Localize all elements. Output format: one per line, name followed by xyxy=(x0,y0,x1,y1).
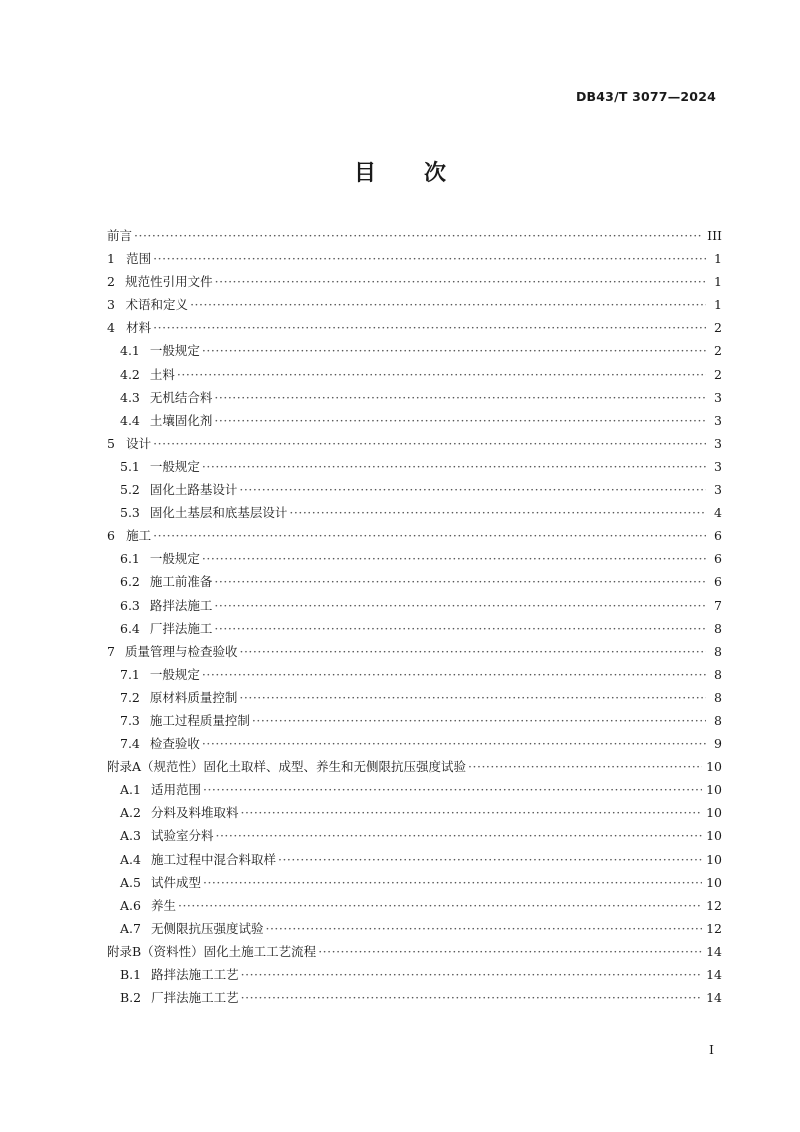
toc-entry-number: 5.1 xyxy=(120,458,140,474)
toc-entry-number: 4.1 xyxy=(120,343,140,359)
dot-leader xyxy=(214,594,706,617)
toc-entry[interactable] xyxy=(107,986,722,1009)
toc-entry-number: 7.2 xyxy=(120,689,140,705)
toc-entry[interactable] xyxy=(107,570,722,593)
toc-entry[interactable] xyxy=(107,594,722,617)
toc-entry-page: 14 xyxy=(706,967,722,982)
toc-title-char-1: 目 xyxy=(353,161,376,186)
page-number: I xyxy=(709,1042,714,1057)
toc-entry[interactable] xyxy=(107,871,722,894)
toc-entry-page: 4 xyxy=(714,505,722,521)
dot-leader xyxy=(278,848,702,871)
dot-leader xyxy=(265,917,702,940)
toc-entry-page: 8 xyxy=(714,620,722,636)
dot-leader xyxy=(190,293,706,316)
dot-leader xyxy=(241,986,702,1009)
toc-entry[interactable] xyxy=(107,270,722,293)
toc-entry-title: 术语和定义 xyxy=(125,297,189,313)
toc-entry[interactable] xyxy=(107,617,722,640)
dot-leader xyxy=(289,501,706,524)
toc-entry-page: 2 xyxy=(714,366,722,382)
toc-entry[interactable] xyxy=(107,363,722,386)
toc-entry-title: 前言 xyxy=(107,228,133,243)
toc-entry-number: 6 xyxy=(107,528,115,544)
toc-entry-page: 3 xyxy=(714,412,722,428)
toc-entry[interactable] xyxy=(107,432,722,455)
toc-entry-title: 土料 xyxy=(149,366,175,382)
toc-entry[interactable] xyxy=(107,963,722,986)
toc-entry-title: 路拌法施工工艺 xyxy=(151,967,239,982)
dot-leader xyxy=(202,547,706,570)
toc-entry-title: 检查验收 xyxy=(149,736,200,752)
toc-entry-page: 3 xyxy=(714,458,722,474)
toc-entry-page: 10 xyxy=(706,851,722,867)
dot-leader xyxy=(153,247,706,270)
toc-entry-number: 4.2 xyxy=(120,366,140,382)
toc-entry-title: 规范性引用文件 xyxy=(125,274,213,290)
toc-entry-title: 施工 xyxy=(126,528,152,544)
toc-entry[interactable] xyxy=(107,732,722,755)
toc-entry[interactable] xyxy=(107,293,722,316)
toc-entry-page: 3 xyxy=(714,435,722,451)
toc-entry-title: 一般规定 xyxy=(149,551,200,567)
toc-entry-title: 附录B（资料性）固化土施工工艺流程 xyxy=(107,943,317,959)
toc-entry-title: 一般规定 xyxy=(149,458,200,474)
toc-entry-number: 6.1 xyxy=(120,551,140,567)
toc-entry-number: 4.4 xyxy=(120,412,140,428)
toc-entry-page: 6 xyxy=(714,528,722,544)
toc-entry-page: 2 xyxy=(714,343,722,359)
dot-leader xyxy=(178,894,702,917)
dot-leader xyxy=(177,363,706,386)
toc-entry-page: 10 xyxy=(706,874,722,890)
toc-entry[interactable] xyxy=(107,848,722,871)
toc-entry-page: 14 xyxy=(706,943,722,959)
toc-entry[interactable] xyxy=(107,547,722,570)
toc-entry[interactable] xyxy=(107,917,722,940)
toc-entry-title: 厂拌法施工工艺 xyxy=(151,990,239,1006)
toc-title-char-2: 次 xyxy=(424,161,447,186)
toc-entry-page: 9 xyxy=(714,736,722,752)
toc-entry-title: 一般规定 xyxy=(149,343,200,359)
dot-leader xyxy=(202,663,706,686)
dot-leader xyxy=(203,871,702,894)
toc-entry-title: 土壤固化剂 xyxy=(149,412,213,428)
toc-entry-page: 1 xyxy=(714,251,722,267)
dot-leader xyxy=(215,824,702,847)
toc-entry-title: 施工前准备 xyxy=(149,574,213,590)
toc-entry-title: 施工过程中混合料取样 xyxy=(150,851,276,867)
toc-entry-page: 12 xyxy=(706,920,722,936)
dot-leader xyxy=(240,801,702,824)
dot-leader xyxy=(241,963,702,986)
toc-entry-page: 3 xyxy=(714,389,722,405)
toc-entry-page: 1 xyxy=(714,297,722,313)
toc-entry-title: 固化土路基设计 xyxy=(149,482,238,498)
toc-entry-number: 4.3 xyxy=(120,389,140,405)
toc-entry-page: 6 xyxy=(714,574,722,590)
toc-entry[interactable] xyxy=(107,339,722,362)
toc-entry-title: 一般规定 xyxy=(149,666,200,682)
toc-entry[interactable] xyxy=(107,524,722,547)
dot-leader xyxy=(239,640,706,663)
toc-entry[interactable] xyxy=(107,894,722,917)
standard-code: DB43/T 3077—2024 xyxy=(575,89,716,104)
dot-leader xyxy=(153,316,706,339)
toc-entry-number: 4 xyxy=(107,320,115,336)
toc-entry-title: 材料 xyxy=(126,320,152,336)
toc-entry-number: B.1 xyxy=(120,967,142,982)
toc-entry-title: 无侧限抗压强度试验 xyxy=(150,920,264,936)
toc-entry-page: 10 xyxy=(706,828,722,844)
toc-entry-number: 5.3 xyxy=(120,505,140,521)
dot-leader xyxy=(214,617,706,640)
toc-entry-title: 设计 xyxy=(126,435,152,451)
dot-leader xyxy=(239,686,706,709)
toc-entry-title: 施工过程质量控制 xyxy=(149,712,250,728)
toc-entry-page: 8 xyxy=(714,689,722,705)
toc-entry[interactable] xyxy=(107,686,722,709)
toc-entry-title: 厂拌法施工 xyxy=(149,620,213,636)
toc-entry[interactable] xyxy=(107,478,722,501)
toc-entry-page: 10 xyxy=(706,782,722,798)
toc-entry-title: 范围 xyxy=(126,251,152,267)
toc-entry[interactable] xyxy=(107,455,722,478)
toc-entry-number: B.2 xyxy=(120,990,142,1006)
toc-entry-title: 试验室分料 xyxy=(150,828,214,844)
toc-entry-number: A.7 xyxy=(120,920,141,936)
toc-entry-number: A.4 xyxy=(120,851,141,867)
toc-entry-number: 3 xyxy=(107,297,115,313)
dot-leader xyxy=(203,778,702,801)
toc-entry[interactable] xyxy=(107,824,722,847)
dot-leader xyxy=(134,224,703,247)
dot-leader xyxy=(468,755,702,778)
toc-entry-title: 无机结合料 xyxy=(149,389,213,405)
toc-entry[interactable] xyxy=(107,663,722,686)
toc-entry-number: 6.4 xyxy=(120,620,140,636)
dot-leader xyxy=(202,455,706,478)
toc-entry[interactable] xyxy=(107,778,722,801)
toc-entry-title: 路拌法施工 xyxy=(149,597,213,613)
toc-entry-number: 7.1 xyxy=(120,666,140,682)
toc-entry-page: 14 xyxy=(706,990,722,1006)
toc-entry-number: A.1 xyxy=(120,782,141,798)
toc-entry[interactable] xyxy=(107,640,722,663)
toc-entry-number: 5.2 xyxy=(120,482,140,498)
dot-leader xyxy=(202,339,706,362)
dot-leader xyxy=(214,409,706,432)
toc-entry[interactable] xyxy=(107,755,722,778)
toc-entry-page: 1 xyxy=(714,274,722,290)
toc-entry-page: 8 xyxy=(714,666,722,682)
toc-entry[interactable] xyxy=(107,801,722,824)
toc-entry-number: A.3 xyxy=(120,828,141,844)
toc-entry-page: III xyxy=(707,228,722,243)
toc-entry[interactable] xyxy=(107,386,722,409)
toc-entry[interactable] xyxy=(107,316,722,339)
toc-entry[interactable] xyxy=(107,224,722,247)
toc-entry-page: 6 xyxy=(714,551,722,567)
toc-entry-title: 养生 xyxy=(150,897,176,913)
toc-entry-page: 8 xyxy=(714,643,722,659)
toc-entry-title: 分料及料堆取料 xyxy=(150,805,239,821)
toc-entry-title: 固化土基层和底基层设计 xyxy=(149,505,288,521)
toc-entry-number: 7.4 xyxy=(120,736,140,752)
toc-entry[interactable] xyxy=(107,409,722,432)
toc-entry-number: 6.2 xyxy=(120,574,140,590)
dot-leader xyxy=(239,478,706,501)
toc-entry-page: 8 xyxy=(714,712,722,728)
dot-leader xyxy=(214,386,706,409)
table-of-contents xyxy=(107,224,722,1009)
toc-entry[interactable] xyxy=(107,247,722,270)
toc-entry[interactable] xyxy=(107,501,722,524)
dot-leader xyxy=(153,432,706,455)
toc-title xyxy=(0,156,800,187)
toc-entry-page: 3 xyxy=(714,482,722,498)
toc-entry-title: 试件成型 xyxy=(150,874,201,890)
toc-entry-number: 2 xyxy=(107,274,115,290)
dot-leader xyxy=(202,732,706,755)
toc-entry[interactable] xyxy=(107,709,722,732)
toc-entry-page: 2 xyxy=(714,320,722,336)
toc-entry-page: 10 xyxy=(706,805,722,821)
dot-leader xyxy=(214,570,706,593)
toc-entry-number: A.5 xyxy=(120,874,141,890)
toc-entry-page: 12 xyxy=(706,897,722,913)
toc-entry-number: 5 xyxy=(107,435,115,451)
dot-leader xyxy=(252,709,706,732)
toc-entry-number: 7.3 xyxy=(120,712,140,728)
toc-entry-title: 适用范围 xyxy=(150,782,201,798)
toc-entry-page: 10 xyxy=(706,759,722,775)
toc-entry-number: 6.3 xyxy=(120,597,140,613)
toc-entry-number: A.2 xyxy=(120,805,141,821)
toc-entry-number: 1 xyxy=(107,251,115,267)
dot-leader xyxy=(215,270,706,293)
toc-entry-page: 7 xyxy=(714,597,722,613)
toc-entry-title: 原材料质量控制 xyxy=(149,689,238,705)
toc-entry-number: 7 xyxy=(107,643,115,659)
toc-entry-title: 附录A（规范性）固化土取样、成型、养生和无侧限抗压强度试验 xyxy=(107,759,467,775)
dot-leader xyxy=(153,524,706,547)
toc-entry-title: 质量管理与检查验收 xyxy=(124,643,238,659)
toc-entry-number: A.6 xyxy=(120,897,141,913)
toc-entry[interactable] xyxy=(107,940,722,963)
dot-leader xyxy=(318,940,702,963)
